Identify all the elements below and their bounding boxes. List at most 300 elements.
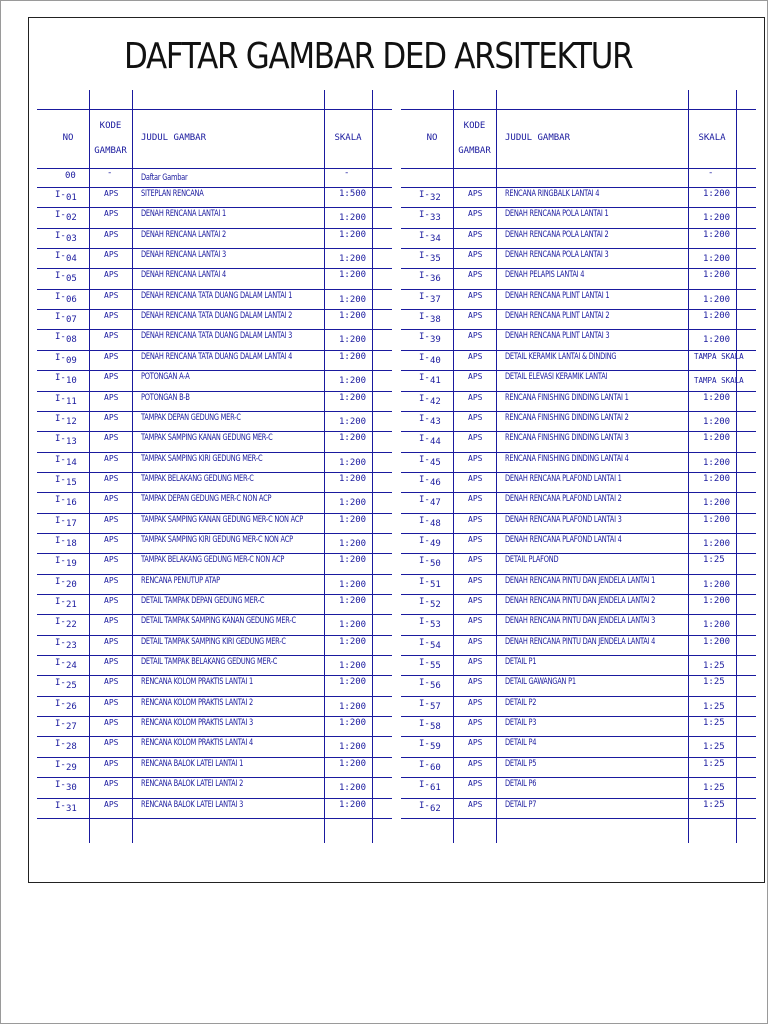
row-kode: APS bbox=[104, 779, 119, 789]
row-skala: 1:25 bbox=[703, 677, 725, 688]
row-no: 11 bbox=[66, 396, 77, 407]
row-judul: TAMPAK DEPAN GEDUNG MER-C bbox=[141, 412, 241, 423]
row-judul: RENCANA FINISHING DINDING LANTAI 4 bbox=[505, 453, 629, 464]
row-judul: RENCANA BALOK LATEI LANTAI 2 bbox=[141, 779, 244, 790]
row-skala: 1:200 bbox=[339, 254, 367, 265]
row-judul: RENCANA PENUTUP ATAP bbox=[141, 575, 220, 586]
table-row-line bbox=[401, 594, 756, 595]
row-prefix: I- bbox=[55, 597, 66, 607]
row-judul: POTONGAN B-B bbox=[141, 392, 190, 403]
header-kode-gambar bbox=[453, 121, 496, 157]
row-skala: - bbox=[708, 168, 714, 178]
row-kode: APS bbox=[468, 189, 483, 198]
row-skala: 1:200 bbox=[703, 514, 731, 525]
table-column-line bbox=[89, 90, 90, 843]
row-no: 08 bbox=[66, 335, 77, 346]
row-kode: APS bbox=[468, 534, 483, 544]
row-kode: APS bbox=[468, 311, 483, 321]
row-judul: POTONGAN A-A bbox=[141, 372, 190, 383]
table-column-line bbox=[496, 90, 497, 843]
row-skala: 1:25 bbox=[703, 555, 725, 566]
row-no: 12 bbox=[66, 416, 77, 427]
row-skala: 1:200 bbox=[703, 229, 731, 240]
row-skala: 1:200 bbox=[339, 620, 367, 631]
row-judul: DETAIL P7 bbox=[505, 799, 537, 810]
row-kode: APS bbox=[104, 677, 119, 687]
table-row-line bbox=[37, 798, 392, 799]
row-kode: APS bbox=[468, 392, 483, 402]
table-row-line bbox=[401, 431, 756, 432]
table-row-line bbox=[401, 716, 756, 717]
row-prefix: I- bbox=[55, 271, 66, 282]
row-skala: 1:200 bbox=[339, 555, 367, 566]
row-kode: APS bbox=[104, 392, 119, 402]
row-kode: APS bbox=[468, 697, 483, 707]
row-judul: TAMPAK SAMPING KIRI GEDUNG MER-C bbox=[141, 453, 263, 464]
table-header-bottom-line bbox=[401, 168, 756, 169]
row-judul: SITEPLAN RENCANA bbox=[141, 189, 204, 199]
row-no: 15 bbox=[66, 477, 77, 488]
row-judul: DENAH RENCANA LANTAI 1 bbox=[141, 209, 226, 220]
row-kode: APS bbox=[104, 473, 119, 483]
row-kode: APS bbox=[468, 351, 483, 361]
row-no: 33 bbox=[430, 213, 441, 224]
row-kode: APS bbox=[104, 331, 119, 341]
table-row-line bbox=[401, 757, 756, 758]
row-skala: 1:200 bbox=[703, 392, 731, 403]
row-prefix: I- bbox=[55, 617, 66, 628]
row-skala: TAMPA SKALA bbox=[694, 376, 744, 386]
row-judul: DENAH PELAPIS LANTAI 4 bbox=[505, 270, 585, 281]
row-skala: 1:200 bbox=[339, 392, 367, 403]
table-row-line bbox=[37, 187, 392, 188]
row-judul: DENAH RENCANA LANTAI 4 bbox=[141, 270, 226, 281]
row-no: 56 bbox=[430, 681, 441, 692]
row-no: 50 bbox=[430, 559, 441, 570]
table-row-line bbox=[37, 492, 392, 493]
table-row-line bbox=[401, 452, 756, 453]
table-row-line bbox=[37, 696, 392, 697]
row-skala: 1:200 bbox=[339, 758, 367, 769]
row-prefix: I- bbox=[419, 637, 430, 648]
table-row-line bbox=[37, 777, 392, 778]
row-no: 26 bbox=[66, 701, 77, 712]
header-judul-gambar: JUDUL GAMBAR bbox=[505, 132, 571, 143]
table-header-top-line bbox=[37, 109, 392, 110]
table-row-line bbox=[37, 431, 392, 432]
row-judul: RENCANA FINISHING DINDING LANTAI 1 bbox=[505, 392, 629, 403]
row-kode: APS bbox=[468, 738, 483, 748]
row-judul: DENAH RENCANA LANTAI 2 bbox=[141, 229, 226, 240]
table-row-line bbox=[401, 736, 756, 737]
row-judul: DENAH RENCANA POLA LANTAI 2 bbox=[505, 229, 609, 240]
row-kode: APS bbox=[104, 758, 119, 768]
row-judul: DENAH RENCANA PLAFOND LANTAI 3 bbox=[505, 514, 622, 525]
table-row-line bbox=[37, 533, 392, 534]
table-row-line bbox=[37, 635, 392, 636]
row-no: 30 bbox=[66, 783, 77, 794]
row-judul: TAMPAK SAMPING KANAN GEDUNG MER-C bbox=[141, 433, 273, 444]
table-row-line bbox=[401, 207, 756, 208]
row-kode: APS bbox=[104, 555, 119, 565]
row-judul: RENCANA KOLOM PRAKTIS LANTAI 4 bbox=[141, 738, 253, 749]
table-row-line bbox=[37, 411, 392, 412]
row-prefix: I- bbox=[419, 800, 430, 811]
row-judul: DENAH RENCANA TATA DUANG DALAM LANTAI 4 bbox=[141, 351, 293, 362]
row-prefix: I- bbox=[55, 291, 66, 302]
table-row-line bbox=[401, 614, 756, 615]
row-prefix: I- bbox=[55, 332, 66, 343]
row-skala: 1:200 bbox=[339, 351, 367, 362]
row-skala: 1:25 bbox=[703, 742, 725, 753]
row-skala: 1:200 bbox=[703, 335, 731, 346]
row-skala: 1:200 bbox=[339, 294, 367, 305]
row-kode: APS bbox=[104, 290, 119, 300]
row-no: 60 bbox=[430, 762, 441, 773]
row-prefix: I- bbox=[55, 698, 66, 709]
table-row-line bbox=[401, 350, 756, 351]
row-skala: 1:200 bbox=[339, 661, 367, 672]
row-prefix: I- bbox=[419, 719, 430, 730]
table-column-line bbox=[324, 90, 325, 843]
row-kode: APS bbox=[468, 677, 483, 687]
row-skala: 1:200 bbox=[703, 473, 731, 484]
row-skala: 1:200 bbox=[703, 498, 731, 509]
row-prefix: I- bbox=[419, 780, 430, 791]
table-row-line bbox=[37, 553, 392, 554]
row-kode: APS bbox=[104, 657, 119, 667]
row-no: 21 bbox=[66, 600, 77, 610]
row-prefix: I- bbox=[419, 678, 430, 689]
row-judul: DETAIL P3 bbox=[505, 718, 537, 729]
row-no: 39 bbox=[430, 335, 441, 346]
row-no: 44 bbox=[430, 437, 441, 448]
table-row-line bbox=[401, 818, 756, 819]
row-skala: 1:200 bbox=[339, 636, 367, 647]
row-skala: 1:200 bbox=[339, 677, 367, 688]
row-judul: RENCANA BALOK LATEI LANTAI 3 bbox=[141, 799, 244, 810]
row-kode: APS bbox=[468, 331, 483, 341]
row-prefix: I- bbox=[419, 576, 430, 587]
row-judul: DENAH RENCANA PINTU DAN JENDELA LANTAI 3 bbox=[505, 616, 656, 627]
row-judul: DENAH RENCANA POLA LANTAI 1 bbox=[505, 209, 609, 220]
row-judul: DENAH RENCANA PLAFOND LANTAI 4 bbox=[505, 534, 622, 545]
row-judul: RENCANA KOLOM PRAKTIS LANTAI 3 bbox=[141, 718, 253, 729]
row-kode: APS bbox=[104, 209, 119, 219]
row-prefix: I- bbox=[55, 719, 66, 730]
row-no: 04 bbox=[66, 254, 77, 265]
table-column-line bbox=[132, 90, 133, 843]
table-row-line bbox=[37, 675, 392, 676]
row-prefix: I- bbox=[55, 312, 66, 323]
row-no: 32 bbox=[430, 193, 441, 203]
row-prefix: I- bbox=[55, 393, 66, 404]
row-kode: APS bbox=[468, 372, 483, 382]
table-row-line bbox=[401, 513, 756, 514]
table-row-line bbox=[37, 513, 392, 514]
table-row-line bbox=[37, 452, 392, 453]
row-skala: 1:200 bbox=[703, 270, 731, 281]
row-judul: DETAIL P2 bbox=[505, 697, 537, 708]
table-row-line bbox=[401, 574, 756, 575]
header-no: NO bbox=[426, 132, 438, 143]
row-prefix: I- bbox=[419, 617, 430, 628]
row-skala: 1:200 bbox=[339, 311, 367, 322]
row-kode: APS bbox=[468, 657, 483, 667]
table-row-line bbox=[401, 798, 756, 799]
row-kode: APS bbox=[468, 575, 483, 585]
table-row-line bbox=[37, 289, 392, 290]
row-skala: - bbox=[344, 168, 350, 178]
row-kode: APS bbox=[104, 412, 119, 422]
header-kode-line2: GAMBAR bbox=[94, 145, 127, 156]
row-prefix: I- bbox=[55, 535, 66, 546]
table-row-line bbox=[401, 635, 756, 636]
row-skala: 1:200 bbox=[339, 514, 367, 525]
row-judul: DENAH RENCANA PINTU DAN JENDELA LANTAI 2 bbox=[505, 596, 656, 606]
table-row-line bbox=[401, 289, 756, 290]
row-prefix: I- bbox=[55, 515, 66, 526]
header-kode-line1: KODE bbox=[99, 120, 122, 131]
row-kode: APS bbox=[468, 799, 483, 809]
row-no: 28 bbox=[66, 742, 77, 753]
row-no: 07 bbox=[66, 315, 77, 326]
table-row-line bbox=[401, 553, 756, 554]
row-no: 31 bbox=[66, 803, 77, 814]
row-prefix: I- bbox=[55, 576, 66, 587]
row-skala: 1:200 bbox=[703, 254, 731, 265]
row-no: 62 bbox=[430, 803, 441, 814]
row-kode: APS bbox=[104, 596, 119, 605]
row-prefix: I- bbox=[55, 556, 66, 567]
row-kode: APS bbox=[104, 311, 119, 321]
row-judul: DETAIL P6 bbox=[505, 779, 537, 790]
row-prefix: I- bbox=[419, 413, 430, 424]
table-row-line bbox=[401, 187, 756, 188]
row-no: 49 bbox=[430, 538, 441, 549]
row-prefix: I- bbox=[55, 800, 66, 811]
row-judul: RENCANA FINISHING DINDING LANTAI 3 bbox=[505, 433, 629, 444]
row-kode: APS bbox=[104, 453, 119, 463]
row-judul: DENAH RENCANA PLINT LANTAI 1 bbox=[505, 290, 610, 301]
table-row-line bbox=[401, 492, 756, 493]
row-no: 48 bbox=[430, 518, 441, 529]
row-judul: RENCANA KOLOM PRAKTIS LANTAI 2 bbox=[141, 697, 253, 708]
row-prefix: I- bbox=[55, 474, 66, 485]
table-row-line bbox=[37, 472, 392, 473]
row-no: 24 bbox=[66, 661, 77, 672]
row-kode: APS bbox=[104, 372, 119, 382]
table-row-line bbox=[401, 370, 756, 371]
table-row-line bbox=[37, 391, 392, 392]
row-kode: APS bbox=[468, 473, 483, 483]
row-prefix: I- bbox=[55, 413, 66, 424]
row-prefix: I- bbox=[55, 230, 66, 241]
row-kode: APS bbox=[104, 351, 119, 361]
header-skala: SKALA bbox=[698, 132, 726, 143]
row-prefix: I- bbox=[419, 210, 430, 221]
row-skala: 1:200 bbox=[339, 799, 367, 810]
table-column-line bbox=[688, 90, 689, 843]
row-prefix: I- bbox=[419, 190, 430, 200]
row-no: 06 bbox=[66, 294, 77, 305]
row-prefix: I- bbox=[55, 210, 66, 221]
row-skala: 1:200 bbox=[339, 579, 367, 590]
row-kode: APS bbox=[104, 799, 119, 809]
table-row-line bbox=[37, 248, 392, 249]
row-no: 10 bbox=[66, 376, 77, 387]
table-row-line bbox=[401, 696, 756, 697]
header-kode-line1: KODE bbox=[463, 120, 486, 131]
row-kode: APS bbox=[468, 718, 483, 728]
row-kode: APS bbox=[104, 514, 119, 524]
row-no: 05 bbox=[66, 274, 77, 285]
row-skala: 1:25 bbox=[703, 701, 725, 712]
table-column-line bbox=[453, 90, 454, 843]
row-prefix: I- bbox=[55, 637, 66, 648]
row-judul: DETAIL TAMPAK BELAKANG GEDUNG MER-C bbox=[141, 657, 278, 668]
row-prefix: I- bbox=[419, 515, 430, 526]
row-no: 27 bbox=[66, 722, 77, 733]
row-skala: 1:200 bbox=[703, 213, 731, 224]
row-skala: 1:200 bbox=[339, 498, 367, 509]
table-column-line bbox=[736, 90, 737, 843]
row-prefix: I- bbox=[419, 291, 430, 302]
row-judul: TAMPAK SAMPING KIRI GEDUNG MER-C NON ACP bbox=[141, 534, 293, 545]
row-judul: DENAH RENCANA PINTU DAN JENDELA LANTAI 1 bbox=[505, 575, 656, 586]
row-skala: 1:200 bbox=[339, 433, 367, 444]
row-skala: 1:25 bbox=[703, 661, 725, 672]
row-no: 35 bbox=[430, 254, 441, 265]
row-kode: APS bbox=[468, 453, 483, 463]
table-row-line bbox=[401, 675, 756, 676]
row-no: 42 bbox=[430, 396, 441, 407]
row-judul: DETAIL PLAFOND bbox=[505, 555, 559, 566]
row-skala: 1:200 bbox=[703, 538, 731, 549]
row-prefix: I- bbox=[55, 190, 66, 200]
row-no: 47 bbox=[430, 498, 441, 509]
table-row-line bbox=[37, 309, 392, 310]
row-no: 13 bbox=[66, 437, 77, 448]
row-no: 51 bbox=[430, 579, 441, 590]
row-skala: 1:200 bbox=[339, 213, 367, 224]
row-judul: DETAIL TAMPAK SAMPING KIRI GEDUNG MER-C bbox=[141, 636, 286, 647]
row-kode: APS bbox=[468, 209, 483, 219]
table-row-line bbox=[37, 594, 392, 595]
row-judul: DENAH RENCANA PLAFOND LANTAI 2 bbox=[505, 494, 622, 505]
table-row-line bbox=[401, 777, 756, 778]
row-kode: APS bbox=[468, 596, 483, 605]
row-no: 58 bbox=[430, 722, 441, 733]
table-row-line bbox=[37, 716, 392, 717]
table-row-line bbox=[37, 736, 392, 737]
row-skala: 1:200 bbox=[339, 701, 367, 712]
table-row-line bbox=[37, 228, 392, 229]
table-row-line bbox=[401, 655, 756, 656]
row-no: 52 bbox=[430, 600, 441, 610]
table-row-line bbox=[37, 370, 392, 371]
row-judul: DENAH RENCANA POLA LANTAI 3 bbox=[505, 250, 609, 261]
row-judul: DETAIL ELEVASI KERAMIK LANTAI bbox=[505, 372, 608, 383]
row-skala: 1:200 bbox=[339, 538, 367, 549]
row-judul: TAMPAK DEPAN GEDUNG MER-C NON ACP bbox=[141, 494, 272, 505]
row-judul: DETAIL P5 bbox=[505, 758, 537, 769]
table-row-line bbox=[37, 614, 392, 615]
row-kode: APS bbox=[104, 534, 119, 544]
row-judul: DENAH RENCANA TATA DUANG DALAM LANTAI 2 bbox=[141, 311, 293, 322]
table-row-line bbox=[37, 268, 392, 269]
row-prefix: I- bbox=[419, 312, 430, 323]
row-skala: TAMPA SKALA bbox=[694, 351, 744, 361]
row-kode: APS bbox=[104, 575, 119, 585]
row-judul: DENAH RENCANA PINTU DAN JENDELA LANTAI 4 bbox=[505, 636, 656, 647]
row-no: 37 bbox=[430, 294, 441, 305]
row-kode: APS bbox=[104, 250, 119, 260]
header-skala: SKALA bbox=[334, 132, 362, 143]
row-kode: APS bbox=[468, 779, 483, 789]
row-prefix: I- bbox=[55, 352, 66, 363]
row-no: 02 bbox=[66, 213, 77, 224]
row-kode: APS bbox=[104, 270, 119, 280]
row-no: 59 bbox=[430, 742, 441, 753]
table-row-line bbox=[37, 757, 392, 758]
table-row-line bbox=[401, 472, 756, 473]
table-row-line bbox=[37, 329, 392, 330]
table-row-line bbox=[401, 309, 756, 310]
row-no: 03 bbox=[66, 233, 77, 244]
row-no: 01 bbox=[66, 193, 77, 203]
row-no: 46 bbox=[430, 477, 441, 488]
row-skala: 1:200 bbox=[703, 596, 731, 606]
row-no: 53 bbox=[430, 620, 441, 631]
row-kode: APS bbox=[468, 494, 483, 504]
row-no: 16 bbox=[66, 498, 77, 509]
row-no: 20 bbox=[66, 579, 77, 590]
table-row-line bbox=[37, 350, 392, 351]
row-prefix: I- bbox=[419, 352, 430, 363]
row-kode: APS bbox=[468, 229, 483, 239]
row-kode: APS bbox=[468, 290, 483, 300]
row-skala: 1:200 bbox=[339, 376, 367, 387]
row-judul: DENAH RENCANA PLINT LANTAI 3 bbox=[505, 331, 610, 342]
row-skala: 1:25 bbox=[703, 799, 725, 810]
row-skala: 1:200 bbox=[339, 783, 367, 794]
row-judul: DETAIL P4 bbox=[505, 738, 537, 749]
row-judul: RENCANA RINGBALK LANTAI 4 bbox=[505, 189, 600, 199]
row-skala: 1:25 bbox=[703, 783, 725, 794]
row-no: 40 bbox=[430, 355, 441, 366]
row-kode: APS bbox=[104, 738, 119, 748]
row-prefix: I- bbox=[55, 454, 66, 465]
row-no: 25 bbox=[66, 681, 77, 692]
table-row-line bbox=[37, 655, 392, 656]
row-prefix: I- bbox=[419, 434, 430, 445]
row-prefix: I- bbox=[419, 759, 430, 770]
row-prefix: I- bbox=[419, 739, 430, 750]
table-row-line bbox=[401, 268, 756, 269]
row-kode: - bbox=[107, 168, 113, 178]
table-row-line bbox=[401, 248, 756, 249]
row-prefix: I- bbox=[55, 495, 66, 506]
row-prefix: I- bbox=[419, 251, 430, 262]
row-skala: 1:200 bbox=[703, 579, 731, 590]
row-skala: 1:500 bbox=[339, 189, 367, 199]
table-row-line bbox=[401, 411, 756, 412]
row-prefix: I- bbox=[419, 474, 430, 485]
row-skala: 1:200 bbox=[339, 596, 367, 606]
row-prefix: I- bbox=[55, 780, 66, 791]
row-skala: 1:200 bbox=[339, 742, 367, 753]
